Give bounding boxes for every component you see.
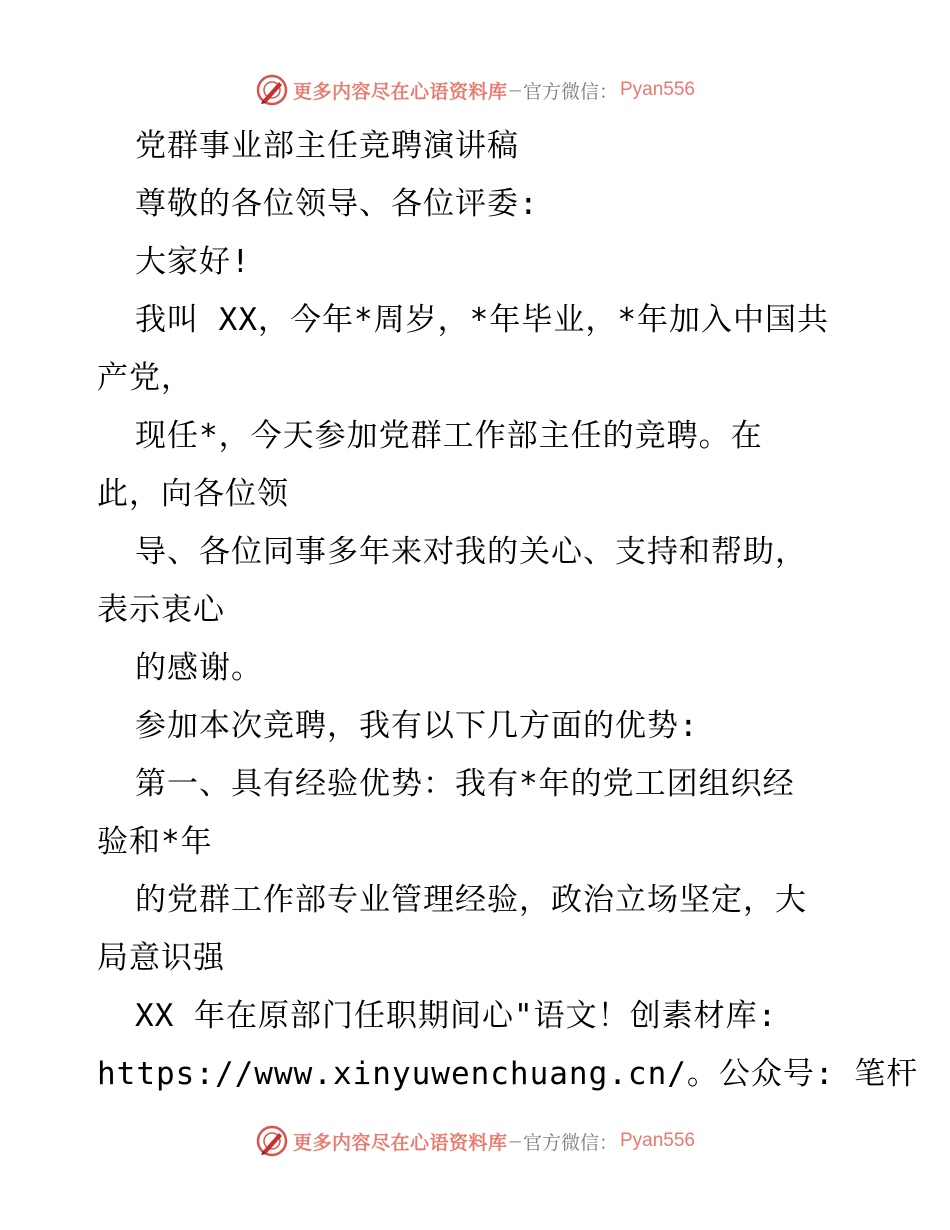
document-body xyxy=(97,117,919,1103)
header-watermark xyxy=(0,70,950,110)
banner-dash: — xyxy=(509,79,521,101)
text-line: 党群事业部主任竞聘演讲稿 xyxy=(135,128,519,164)
text-line: https://www.xinyuwenchuang.cn/。公众号: 笔杆 xyxy=(97,1056,919,1092)
text-line: 导、各位同事多年来对我的关心、支持和帮助， xyxy=(135,534,807,570)
banner-label: 官方微信： xyxy=(522,80,618,103)
text-line: 我叫 XX，今年*周岁，*年毕业，*年加入中国共 xyxy=(135,302,829,338)
pen-logo-icon xyxy=(255,1124,289,1158)
text-line: 的党群工作部专业管理经验，政治立场坚定，大 xyxy=(135,882,807,918)
banner-dash: — xyxy=(509,1130,521,1152)
text-line: 参加本次竞聘，我有以下几方面的优势: xyxy=(135,708,699,744)
banner-text: 更多内容尽在心语资料库 xyxy=(293,1131,508,1154)
banner-wechat-id: Pyan556 xyxy=(619,79,695,100)
text-line: 验和*年 xyxy=(97,824,213,860)
banner-wechat-id: Pyan556 xyxy=(619,1130,695,1151)
text-line: 尊敬的各位领导、各位评委: xyxy=(135,186,539,222)
text-line: 此，向各位领 xyxy=(97,476,289,512)
text-line: 大家好! xyxy=(135,244,251,280)
pen-logo-icon xyxy=(255,73,289,107)
text-line: XX 年在原部门任职期间心"语文！创素材库: xyxy=(135,998,778,1034)
text-line: 表示衷心 xyxy=(97,592,225,628)
text-line: 局意识强 xyxy=(97,940,225,976)
banner-text: 更多内容尽在心语资料库 xyxy=(293,80,508,103)
text-line: 产党， xyxy=(97,360,193,396)
text-line: 的感谢。 xyxy=(135,650,263,686)
text-line: 第一、具有经验优势：我有*年的党工团组织经 xyxy=(135,766,795,802)
text-line: 现任*，今天参加党群工作部主任的竞聘。在 xyxy=(135,418,763,454)
footer-watermark xyxy=(0,1121,950,1161)
banner-label: 官方微信： xyxy=(522,1131,618,1154)
